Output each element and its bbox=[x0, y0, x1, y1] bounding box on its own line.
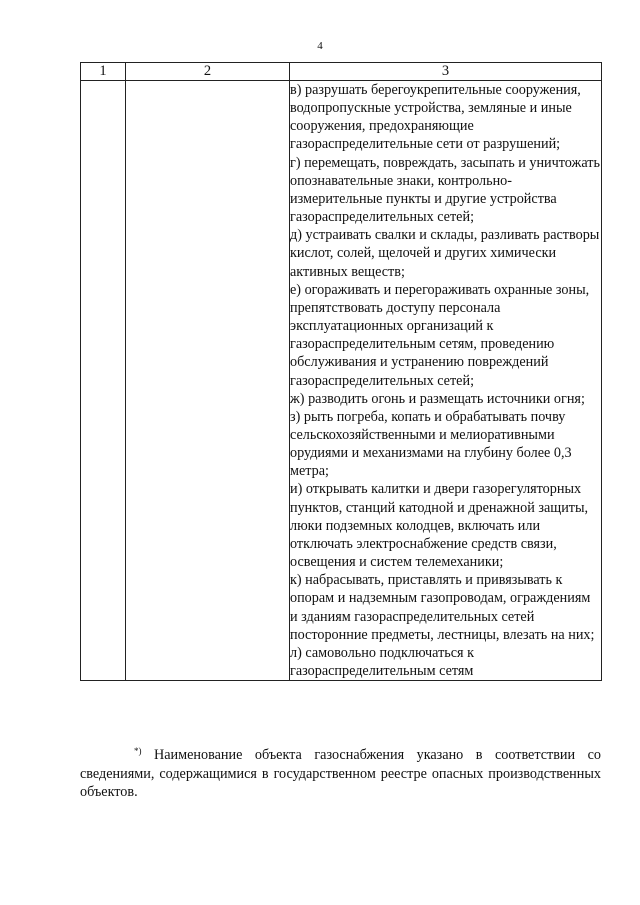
cell-column-3 bbox=[290, 81, 602, 681]
footnote-marker: *) bbox=[134, 746, 142, 756]
restrictions-table bbox=[80, 62, 602, 681]
list-item: е) огораживать и перегораживать охранные зоны, препятствовать доступу персонала эксплуатационных организаций к газораспределительным сетям, проведению обслуживания и устранению повреждений газораспределительных сетей; bbox=[290, 281, 590, 389]
list-item: з) рыть погреба, копать и обрабатывать почву сельскохозяйственными и мелиоративными орудиями и механизмами на глубину более 0,3 метра; bbox=[290, 408, 572, 480]
cell-column-1 bbox=[81, 81, 126, 681]
list-item: л) самовольно подключаться к газораспределительным сетям bbox=[290, 644, 475, 679]
list-item: в) разрушать берегоукрепительные сооружения, водопропускные устройства, земляные и иные сооружения, предохраняющие газораспределительные сети от разрушений; bbox=[290, 82, 581, 153]
list-item: и) открывать калитки и двери газорегуляторных пунктов, станций катодной и дренажной защиты, люки подземных колодцев, включать или отключать электроснабжение средств связи, освещения и систем телемеханики; bbox=[290, 481, 589, 571]
column-header-2: 2 bbox=[126, 63, 290, 81]
cell-column-2 bbox=[126, 81, 290, 681]
footnote-text: Наименование объекта газоснабжения указано в соответствии со сведениями, содержащимися в государственном реестре опасных производственных объектов. bbox=[80, 747, 601, 800]
list-item: к) набрасывать, приставлять и привязывать к опорам и надземным газопроводам, ограждениям и зданиям газораспределительных сетей посторонние предметы, лестницы, влезать на них; bbox=[290, 572, 595, 643]
list-item: ж) разводить огонь и размещать источники огня; bbox=[290, 390, 585, 407]
list-item: г) перемещать, повреждать, засыпать и уничтожать опознавательные знаки, контрольно-измерительные пункты и другие устройства газораспределительных сетей; bbox=[290, 154, 600, 226]
table-row bbox=[81, 81, 602, 681]
column-header-3: 3 bbox=[290, 63, 602, 81]
list-item: д) устраивать свалки и склады, разливать растворы кислот, солей, щелочей и других химически активных веществ; bbox=[290, 227, 600, 280]
column-header-1: 1 bbox=[81, 63, 126, 81]
table-header-row bbox=[81, 63, 602, 81]
footnote bbox=[80, 746, 601, 802]
page-number: 4 bbox=[317, 40, 323, 52]
